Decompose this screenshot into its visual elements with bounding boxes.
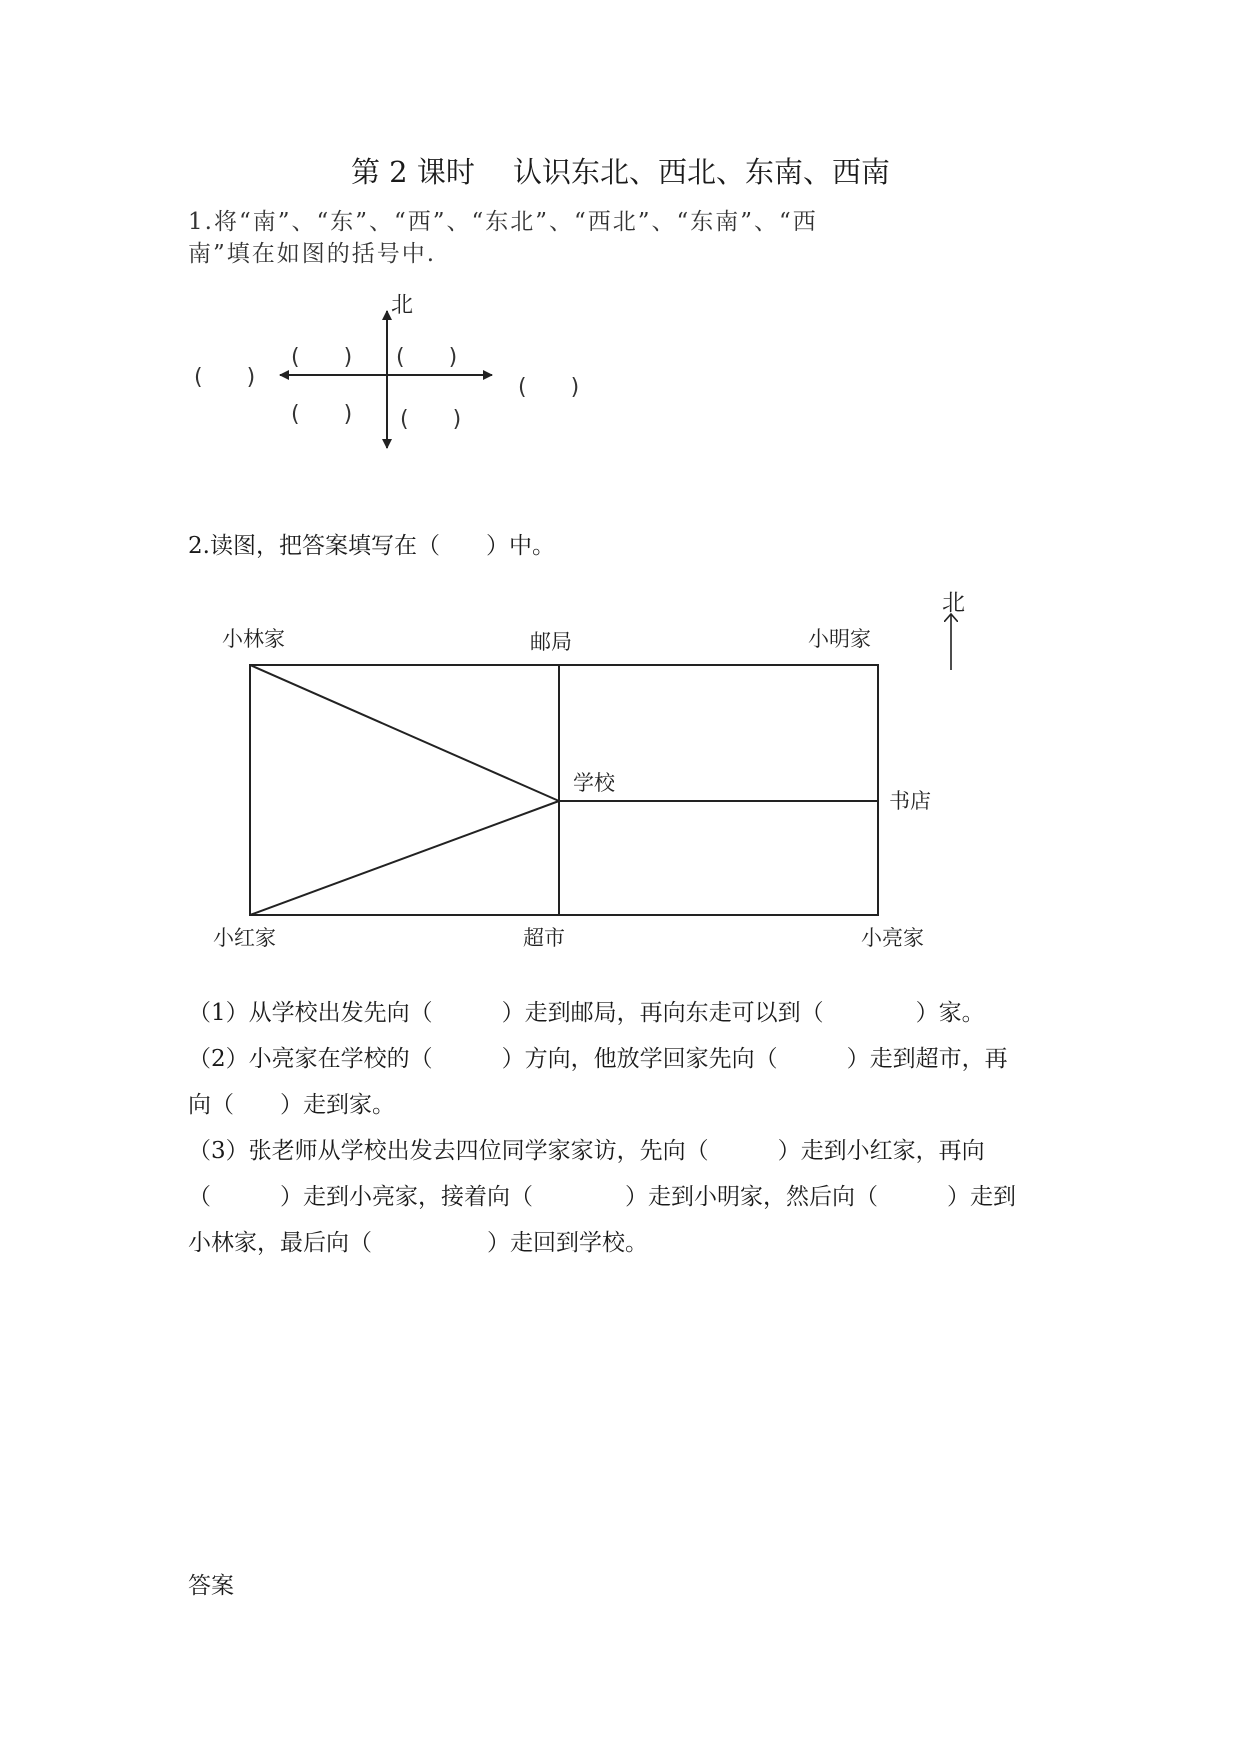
question-2-title: 2.读图，把答案填写在（ ）中。 [188, 533, 555, 559]
sub-question-2-line-1: （2）小亮家在学校的（ ）方向，他放学回家先向（ ）走到超市，再 [188, 1046, 1008, 1072]
blank-northeast[interactable]: ( ) [396, 345, 458, 370]
page-title: 第 2 课时 认识东北、西北、东南、西南 [350, 155, 891, 189]
place-supermarket: 超市 [523, 926, 565, 950]
sub-question-1: （1）从学校出发先向（ ）走到邮局，再向东走可以到（ ）家。 [188, 1000, 985, 1026]
sub-question-3-line-3: 小林家，最后向（ ）走回到学校。 [188, 1230, 648, 1256]
blank-northwest[interactable]: ( ) [291, 345, 353, 370]
place-bookstore: 书店 [889, 789, 931, 813]
map-outer-rectangle [250, 665, 878, 915]
place-school: 学校 [573, 771, 615, 795]
road-xiaohong-school [250, 801, 559, 915]
sub-question-3-line-2: （ ）走到小亮家，接着向（ ）走到小明家，然后向（ ）走到 [188, 1184, 1016, 1210]
map-north-label: 北 [942, 590, 965, 616]
blank-southeast[interactable]: ( ) [400, 407, 462, 432]
road-xiaolin-school [250, 665, 559, 801]
sub-question-2-line-2: 向（ ）走到家。 [188, 1092, 395, 1118]
question-1-line-2: 南”填在如图的括号中. [188, 241, 437, 267]
place-xiaoming-home: 小明家 [808, 627, 871, 651]
place-xiaohong-home: 小红家 [213, 926, 276, 950]
blank-west[interactable]: ( ) [194, 365, 256, 390]
sub-question-3-line-1: （3）张老师从学校出发去四位同学家家访，先向（ ）走到小红家，再向 [188, 1138, 985, 1164]
blank-east[interactable]: ( ) [518, 375, 580, 400]
cross-north-label: 北 [391, 293, 414, 318]
place-xiaoliang-home: 小亮家 [861, 926, 924, 950]
blank-southwest[interactable]: ( ) [291, 402, 353, 427]
place-post-office: 邮局 [530, 630, 572, 654]
question-1-line-1: 1.将“南”、“东”、“西”、“东北”、“西北”、“东南”、“西 [188, 209, 818, 235]
place-xiaolin-home: 小林家 [222, 627, 285, 651]
answer-heading: 答案 [188, 1573, 234, 1599]
